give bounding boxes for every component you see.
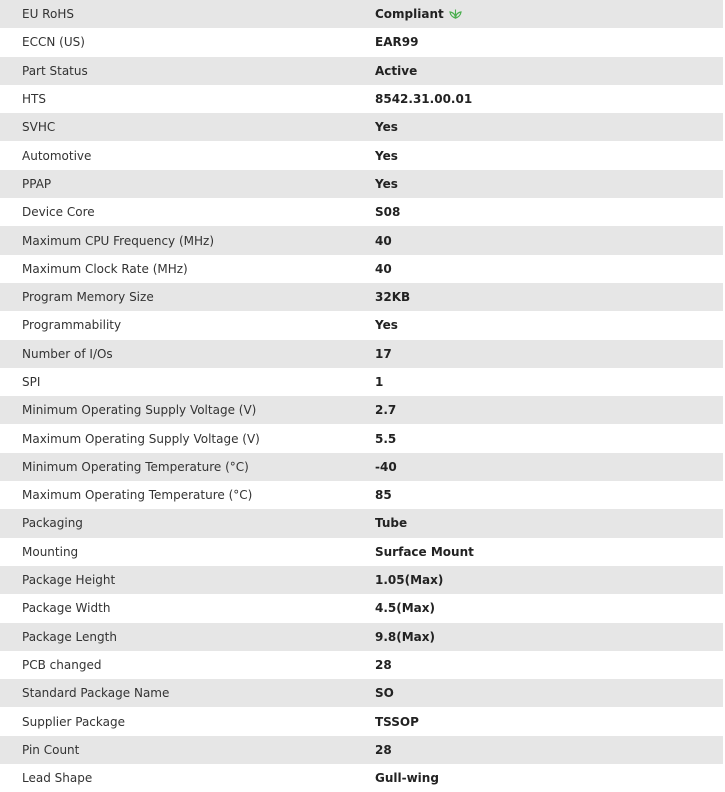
spec-value-cell	[352, 0, 723, 28]
spec-row	[0, 283, 723, 311]
spec-attribute: Standard Package Name	[22, 686, 170, 701]
spec-attribute: Automotive	[22, 148, 92, 163]
spec-value: TSSOP	[375, 714, 419, 729]
spec-value: Compliant	[375, 7, 444, 22]
spec-value: 9.8(Max)	[375, 629, 436, 644]
spec-value: 1.05(Max)	[375, 573, 444, 588]
spec-row	[0, 594, 723, 622]
spec-value: 5.5	[375, 431, 397, 446]
spec-attribute: Maximum Operating Temperature (°C)	[22, 488, 253, 503]
spec-row	[0, 85, 723, 113]
spec-row	[0, 538, 723, 566]
spec-row	[0, 396, 723, 424]
spec-attribute: Maximum CPU Frequency (MHz)	[22, 233, 214, 248]
spec-value: EAR99	[375, 35, 419, 50]
spec-value: 4.5(Max)	[375, 601, 436, 616]
spec-row	[0, 141, 723, 169]
spec-row	[0, 424, 723, 452]
spec-row	[0, 170, 723, 198]
spec-attribute: Number of I/Os	[22, 346, 113, 361]
spec-row	[0, 651, 723, 679]
spec-attribute: Maximum Operating Supply Voltage (V)	[22, 431, 260, 446]
spec-row	[0, 453, 723, 481]
spec-value: Surface Mount	[375, 544, 474, 559]
spec-value: 28	[375, 657, 392, 672]
spec-value: S08	[375, 205, 401, 220]
spec-attribute: Pin Count	[22, 742, 80, 757]
spec-value: 28	[375, 742, 392, 757]
spec-value: Yes	[375, 176, 398, 191]
spec-attribute: Mounting	[22, 544, 79, 559]
spec-row	[0, 0, 723, 28]
spec-attribute: Supplier Package	[22, 714, 125, 729]
spec-attribute: SVHC	[22, 120, 56, 135]
spec-value: 8542.31.00.01	[375, 92, 473, 107]
spec-value: -40	[375, 459, 397, 474]
spec-row	[0, 311, 723, 339]
spec-value: 2.7	[375, 403, 397, 418]
spec-row	[0, 764, 723, 792]
spec-attribute: Package Width	[22, 601, 111, 616]
spec-value: Active	[375, 63, 418, 78]
spec-attribute: PCB changed	[22, 657, 102, 672]
spec-row	[0, 566, 723, 594]
spec-attribute: Device Core	[22, 205, 95, 220]
spec-attribute: Programmability	[22, 318, 122, 333]
spec-attribute: EU RoHS	[22, 7, 74, 22]
spec-value: Tube	[375, 516, 408, 531]
spec-row	[0, 736, 723, 764]
spec-attribute: Program Memory Size	[22, 290, 154, 305]
spec-value: Yes	[375, 318, 398, 333]
spec-attribute: Package Height	[22, 573, 116, 588]
spec-attribute: Minimum Operating Supply Voltage (V)	[22, 403, 257, 418]
spec-attribute: Packaging	[22, 516, 83, 531]
spec-value: Gull-wing	[375, 771, 439, 786]
spec-row	[0, 113, 723, 141]
spec-value: 1	[375, 375, 384, 389]
spec-value: 32KB	[375, 290, 411, 305]
spec-value: SO	[375, 686, 394, 701]
spec-value: 17	[375, 346, 392, 361]
spec-value: Yes	[375, 148, 398, 163]
spec-row	[0, 509, 723, 537]
spec-row	[0, 198, 723, 226]
spec-value: 40	[375, 261, 392, 276]
spec-attribute: Part Status	[22, 63, 88, 78]
spec-attribute: Minimum Operating Temperature (°C)	[22, 459, 249, 474]
spec-attribute: Package Length	[22, 629, 117, 644]
spec-row	[0, 481, 723, 509]
spec-attribute: PPAP	[22, 176, 52, 191]
leaf-icon	[449, 8, 462, 19]
spec-attribute: ECCN (US)	[22, 35, 85, 50]
spec-row	[0, 679, 723, 707]
spec-row	[0, 707, 723, 735]
spec-row	[0, 368, 723, 396]
spec-attribute: Maximum Clock Rate (MHz)	[22, 261, 188, 276]
spec-row	[0, 255, 723, 283]
spec-row	[0, 226, 723, 254]
spec-attribute: Lead Shape	[22, 771, 93, 786]
spec-value: Yes	[375, 120, 398, 135]
spec-row	[0, 340, 723, 368]
spec-value: 85	[375, 488, 392, 503]
spec-row	[0, 623, 723, 651]
spec-value: 40	[375, 233, 392, 248]
spec-attribute: HTS	[22, 92, 46, 107]
spec-row	[0, 28, 723, 56]
spec-attribute: SPI	[22, 375, 41, 389]
spec-row	[0, 57, 723, 85]
